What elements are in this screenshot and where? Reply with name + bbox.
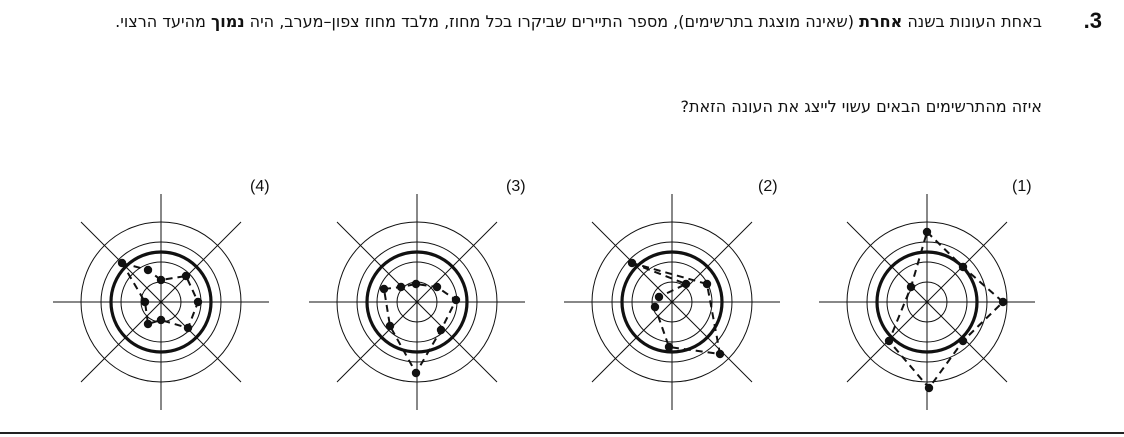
data-point-2-2 [682,280,690,288]
data-point-2-1 [628,259,636,267]
data-point-1-1 [923,228,931,236]
question-prompt: איזה מהתרשימים הבאים עשוי לייצג את העונה הזאת? [680,97,1042,116]
data-point-3-1 [380,285,388,293]
radar-diagram-4[interactable] [53,194,269,410]
data-outline-2 [632,263,720,354]
data-point-3-3 [412,280,420,288]
data-point-3-4 [433,283,441,291]
data-point-2-6 [716,350,724,358]
data-point-1-2 [959,263,967,271]
data-point-4-2 [144,266,152,274]
data-point-2-3 [655,293,663,301]
radar-diagram-2[interactable] [564,194,780,410]
data-point-4-8 [144,320,152,328]
data-point-4-1 [118,259,126,267]
option-label-2: (2) [758,178,778,195]
data-point-4-4 [182,272,190,280]
data-point-4-7 [157,316,165,324]
radar-diagram-1[interactable] [819,194,1035,410]
data-point-1-3 [999,298,1007,306]
data-point-1-7 [907,283,915,291]
bottom-rule [0,432,1124,434]
data-point-4-6 [184,324,192,332]
data-point-1-6 [885,337,893,345]
data-point-3-6 [437,326,445,334]
radar-diagram-3[interactable] [309,194,525,410]
option-label-4: (4) [250,178,270,195]
question-bold-other: אחרת [859,12,903,31]
data-point-2-4 [651,303,659,311]
question-number: .3 [1083,8,1102,33]
question-text-part1: באחת העונות בשנה [902,12,1042,31]
data-point-1-5 [925,384,933,392]
option-label-1: (1) [1012,178,1032,195]
data-point-3-7 [412,369,420,377]
data-point-4-9 [141,298,149,306]
data-point-4-5 [194,298,202,306]
data-point-4-3 [157,276,165,284]
data-outline-3 [384,284,456,373]
data-point-1-4 [959,337,967,345]
data-point-3-2 [397,283,405,291]
question-bold-low: נמוך [211,12,245,31]
data-point-3-8 [386,322,394,330]
option-label-3: (3) [506,178,526,195]
question-text-part3: מהיעד הרצוי. [115,12,211,31]
data-point-2-7 [703,280,711,288]
data-point-2-5 [665,343,673,351]
question-text-part2: (שאינה מוצגת בתרשימים), מספר התיירים שביקרו בכל מחוז, מלבד מחוז צפון–מערב, היה [244,12,860,31]
data-point-3-5 [452,296,460,304]
